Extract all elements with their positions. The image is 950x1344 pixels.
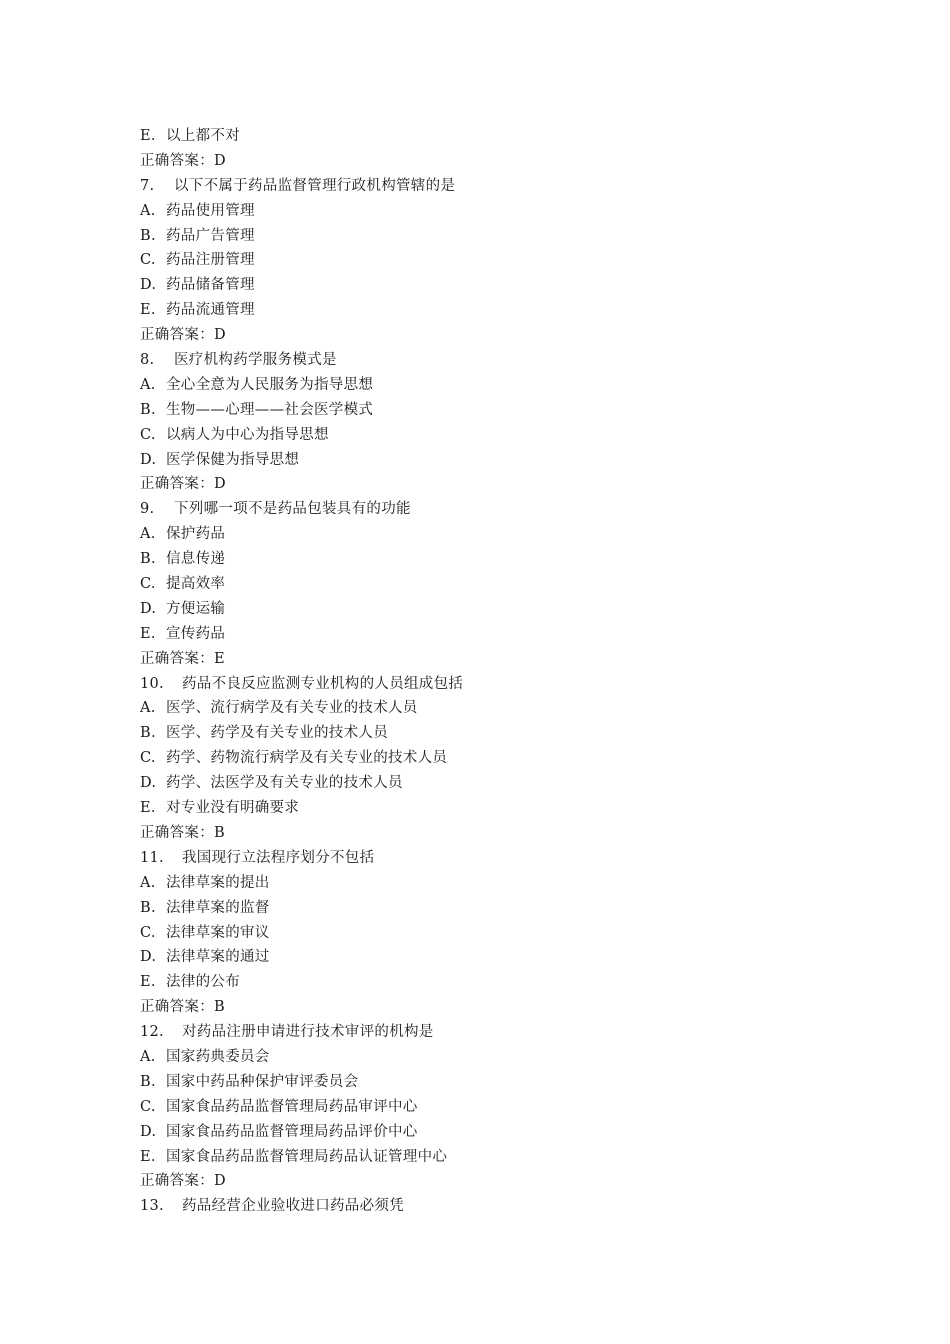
option-text: 保护药品: [166, 526, 226, 543]
option-text: 法律草案的提出: [166, 874, 270, 891]
question-8: [140, 348, 860, 373]
option-letter: E.: [140, 1148, 156, 1165]
option-letter: A.: [140, 376, 156, 393]
question-number: 7.: [140, 177, 155, 194]
question-text: 下列哪一项不是药品包装具有的功能: [174, 501, 411, 518]
exam-document: [140, 124, 860, 1219]
option-text: 药品广告管理: [166, 227, 255, 244]
option-line: [140, 298, 860, 323]
option-line: [140, 273, 860, 298]
option-letter: E.: [140, 128, 156, 144]
question-text: 药品经营企业验收进口药品必须凭: [182, 1198, 404, 1215]
option-text: 药品注册管理: [166, 252, 255, 269]
option-line: [140, 224, 860, 249]
option-text: 国家食品药品监督管理局药品审评中心: [166, 1098, 418, 1115]
option-line: [140, 597, 860, 622]
option-text: 药品流通管理: [166, 302, 255, 319]
option-line: [140, 1070, 860, 1095]
option-text: 宣传药品: [166, 625, 226, 642]
option-text: 法律草案的监督: [166, 899, 270, 916]
option-line: [140, 771, 860, 796]
option-letter: C.: [140, 924, 156, 941]
question-text: 我国现行立法程序划分不包括: [182, 849, 375, 866]
option-letter: D.: [140, 949, 157, 966]
option-letter: D.: [140, 277, 157, 294]
option-text: 对专业没有明确要求: [166, 800, 300, 817]
option-letter: A.: [140, 874, 156, 891]
option-text: 药品使用管理: [166, 202, 255, 219]
option-letter: E.: [140, 800, 156, 817]
option-text: 提高效率: [166, 576, 226, 593]
question-text: 医疗机构药学服务模式是: [174, 352, 337, 369]
question-number: 11.: [140, 849, 164, 866]
question-text: 对药品注册申请进行技术审评的机构是: [182, 1024, 434, 1041]
option-letter: C.: [140, 426, 156, 443]
option-letter: D.: [140, 775, 157, 792]
option-text: 医学、流行病学及有关专业的技术人员: [166, 700, 418, 717]
answer-line: 正确答案：D: [140, 476, 226, 493]
option-letter: B.: [140, 1073, 156, 1090]
option-text: 医学、药学及有关专业的技术人员: [166, 725, 388, 742]
option-letter: B.: [140, 551, 156, 568]
option-line: [140, 373, 860, 398]
option-text: 国家食品药品监督管理局药品认证管理中心: [166, 1148, 448, 1165]
question-11: [140, 846, 860, 871]
option-line: [140, 871, 860, 896]
option-letter: C.: [140, 252, 156, 269]
option-line: [140, 1095, 860, 1120]
option-line: [140, 124, 860, 149]
answer-line: 正确答案：D: [140, 152, 226, 169]
option-letter: E.: [140, 302, 156, 319]
option-letter: C.: [140, 576, 156, 593]
option-letter: B.: [140, 401, 156, 418]
option-letter: B.: [140, 899, 156, 916]
option-text: 法律的公布: [166, 974, 240, 991]
option-line: [140, 1045, 860, 1070]
option-letter: C.: [140, 1098, 156, 1115]
option-line: [140, 945, 860, 970]
option-line: [140, 796, 860, 821]
option-letter: E.: [140, 625, 156, 642]
question-10: [140, 672, 860, 697]
option-line: [140, 970, 860, 995]
option-text: 药学、法医学及有关专业的技术人员: [166, 775, 403, 792]
option-line: [140, 1120, 860, 1145]
option-line: [140, 448, 860, 473]
option-text: 国家药典委员会: [166, 1048, 270, 1065]
option-text: 以病人为中心为指导思想: [166, 426, 329, 443]
option-line: [140, 921, 860, 946]
question-text: 以下不属于药品监督管理行政机构管辖的是: [174, 177, 456, 194]
answer-line: 正确答案：D: [140, 327, 226, 344]
option-text: 法律草案的通过: [166, 949, 270, 966]
option-line: [140, 398, 860, 423]
answer-line: 正确答案：B: [140, 999, 225, 1016]
option-text: 国家中药品种保护审评委员会: [166, 1073, 359, 1090]
question-9: [140, 497, 860, 522]
option-letter: A.: [140, 526, 156, 543]
option-text: 方便运输: [166, 600, 226, 617]
option-text: 以上都不对: [166, 128, 240, 144]
option-letter: D.: [140, 1123, 157, 1140]
option-line: [140, 721, 860, 746]
question-13: [140, 1194, 860, 1219]
option-text: 药品储备管理: [166, 277, 255, 294]
option-letter: D.: [140, 600, 157, 617]
option-letter: A.: [140, 1048, 156, 1065]
option-letter: D.: [140, 451, 157, 468]
option-text: 医学保健为指导思想: [166, 451, 300, 468]
answer-line: 正确答案：D: [140, 1173, 226, 1190]
option-text: 药学、药物流行病学及有关专业的技术人员: [166, 750, 448, 767]
option-letter: B.: [140, 227, 156, 244]
answer-line: 正确答案：B: [140, 824, 225, 841]
option-line: [140, 746, 860, 771]
question-number: 8.: [140, 352, 155, 369]
question-12: [140, 1020, 860, 1045]
option-text: 国家食品药品监督管理局药品评价中心: [166, 1123, 418, 1140]
question-number: 10.: [140, 675, 164, 692]
option-line: [140, 572, 860, 597]
option-letter: A.: [140, 700, 156, 717]
option-text: 生物——心理——社会医学模式: [166, 401, 374, 418]
option-line: [140, 1145, 860, 1170]
question-number: 9.: [140, 501, 155, 518]
option-line: [140, 896, 860, 921]
option-letter: B.: [140, 725, 156, 742]
option-line: [140, 622, 860, 647]
answer-line: 正确答案：E: [140, 650, 225, 667]
option-line: [140, 547, 860, 572]
option-text: 法律草案的审议: [166, 924, 270, 941]
option-text: 信息传递: [166, 551, 226, 568]
option-line: [140, 248, 860, 273]
question-number: 12.: [140, 1024, 164, 1041]
option-letter: C.: [140, 750, 156, 767]
option-line: [140, 199, 860, 224]
option-line: [140, 522, 860, 547]
question-text: 药品不良反应监测专业机构的人员组成包括: [182, 675, 464, 692]
question-7: [140, 174, 860, 199]
option-letter: E.: [140, 974, 156, 991]
option-line: [140, 423, 860, 448]
option-text: 全心全意为人民服务为指导思想: [166, 376, 374, 393]
option-line: [140, 696, 860, 721]
option-letter: A.: [140, 202, 156, 219]
question-number: 13.: [140, 1198, 164, 1215]
